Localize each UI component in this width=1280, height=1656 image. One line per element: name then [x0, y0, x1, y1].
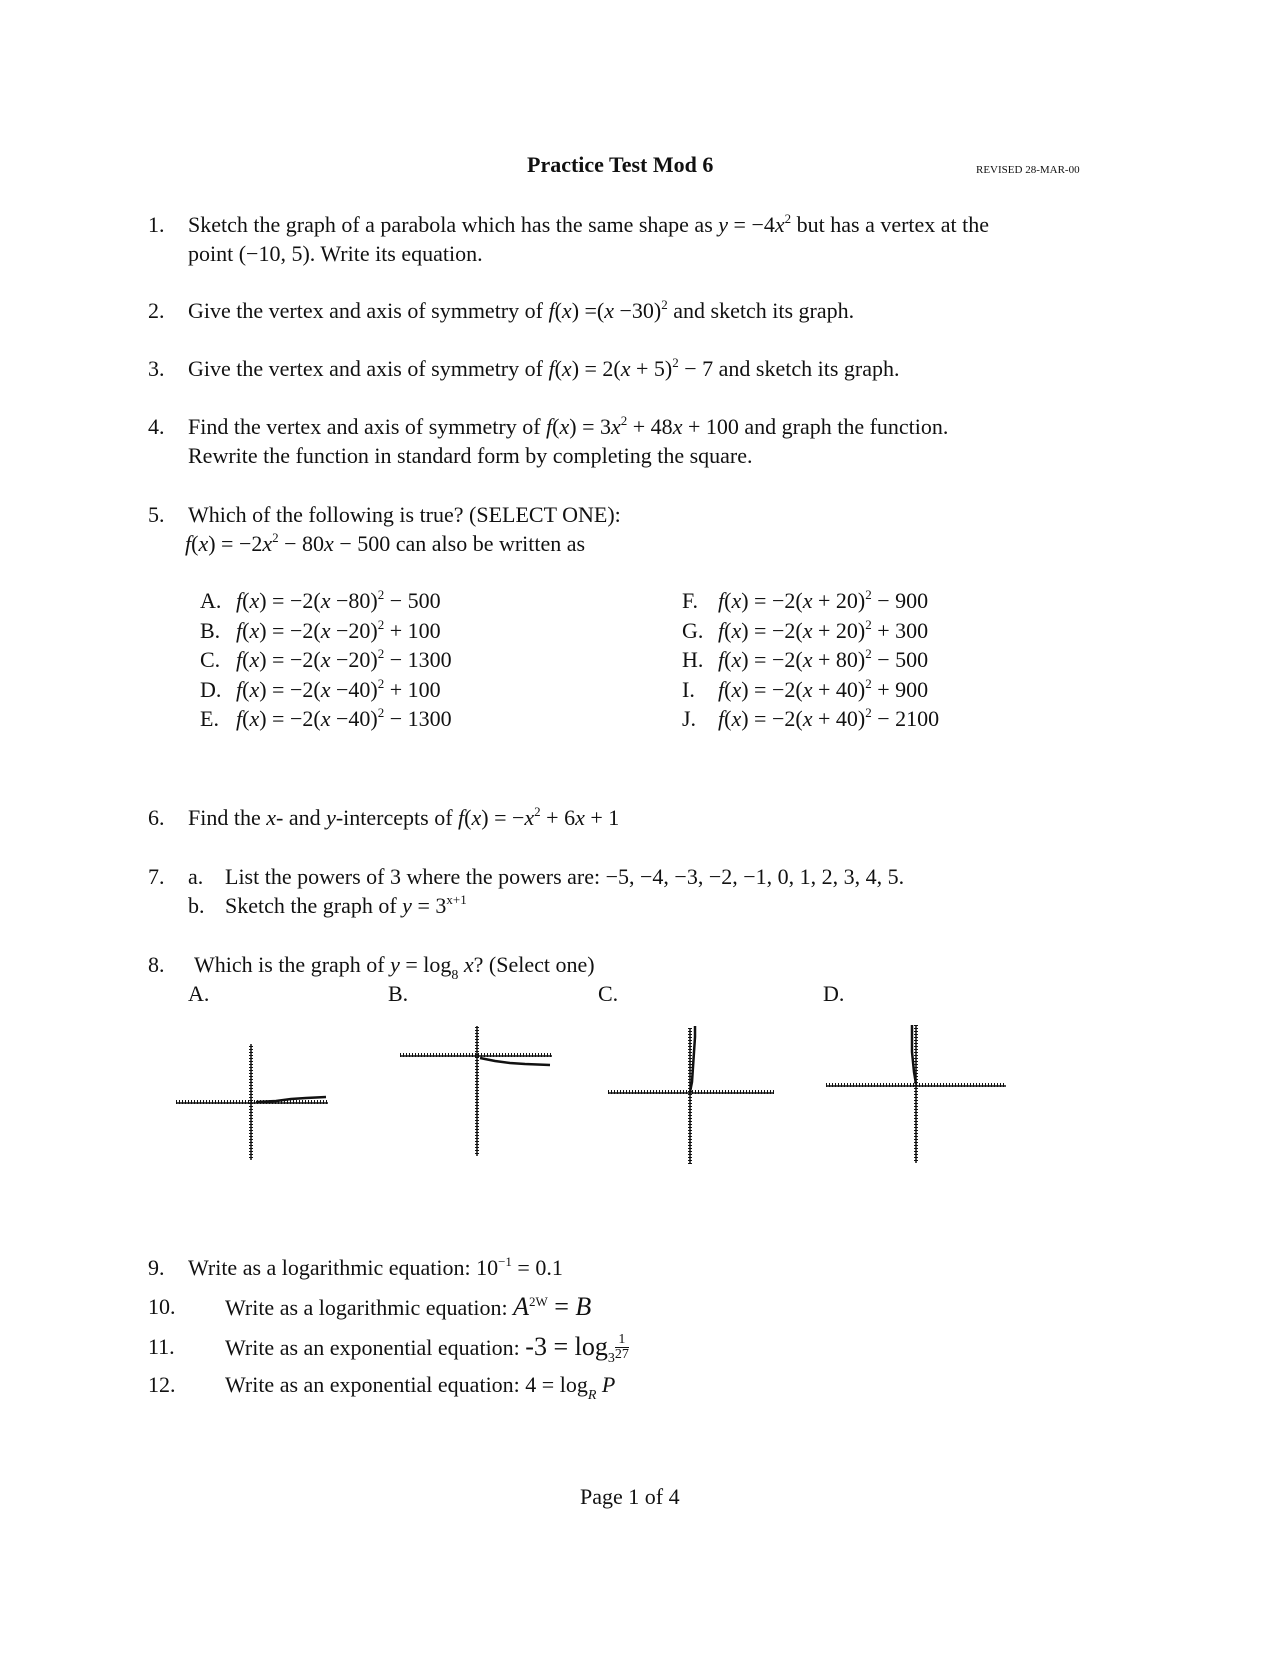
- question-7-number: 7.: [148, 864, 165, 889]
- option-f[interactable]: F. $f(x) = -2(x + 20)^2 - 900$: [682, 586, 928, 619]
- option-letter: C.: [200, 647, 221, 672]
- revision-date: REVISED 28-MAR-00: [976, 164, 1080, 176]
- question-1-line-2: point (−10, 5). Write its equation.: [188, 241, 483, 266]
- option-i[interactable]: I. $f(x) = -2(x + 40)^2 + 900$: [682, 675, 928, 708]
- graph-c-label: C.: [598, 981, 619, 1006]
- question-1-number: 1.: [148, 212, 165, 237]
- question-7b-label: b.: [188, 893, 205, 918]
- question-8-text: Which is the graph of $y = \log_8 x$? (Select one): [194, 952, 595, 983]
- option-letter: E.: [200, 706, 219, 731]
- question-4-line-1: Find the vertex and axis of symmetry of $f(x) = 3x^2 + 48x + 100$ and graph the function.: [188, 413, 949, 439]
- option-letter: A.: [200, 588, 222, 613]
- option-letter: F.: [682, 588, 698, 613]
- option-a[interactable]: A. $f(x) = -2(x -80)^2 - 500$: [200, 586, 441, 619]
- question-1-line-1: Sketch the graph of a parabola which has the same shape as $y = -4x^2$ but has a vertex at the: [188, 211, 990, 237]
- option-letter: D.: [200, 676, 222, 702]
- question-9-number: 9.: [148, 1255, 165, 1280]
- fraction-one-over-27: $\frac{1}{27}$: [614, 1332, 629, 1363]
- question-2-text: Give the vertex and axis of symmetry of $f(x) =(x -30)^2$ and sketch its graph.: [188, 297, 855, 323]
- question-7b-text: Sketch the graph of $y = 3^{x+1}$: [225, 892, 467, 918]
- question-4-line-2: Rewrite the function in standard form by completing the square.: [188, 443, 753, 468]
- option-e[interactable]: E. $f(x) = -2(x -40)^2 - 1300$: [200, 704, 452, 737]
- graph-a-label: A.: [188, 981, 210, 1006]
- question-11-text: Write as an exponential equation: $-3 = \log_3$ $\frac{1}{27}$: [225, 1332, 629, 1366]
- graph-d-label: D.: [823, 981, 845, 1006]
- question-6-text: Find the x- and y-intercepts of $f(x) = -x^2 + 6x + 1$: [188, 804, 620, 830]
- option-c[interactable]: C. $f(x) = -2(x -20)^2 - 1300$: [200, 645, 452, 678]
- question-5-line-2: $f(x) = -2x^2 - 80x - 500$ can also be written as: [185, 530, 586, 556]
- graph-d[interactable]: [826, 1022, 1006, 1168]
- option-d[interactable]: D. $f(x) = -2(x -40)^2 + 100$: [200, 675, 441, 708]
- question-5-line-1: Which of the following is true? (SELECT ONE):: [188, 502, 621, 527]
- graph-c[interactable]: [608, 1022, 774, 1168]
- question-8-number: 8.: [148, 952, 165, 977]
- question-12-text: Write as an exponential equation: $4 = \log_R P$: [225, 1372, 616, 1403]
- page-title: Practice Test Mod 6: [527, 152, 714, 177]
- option-letter: J.: [682, 706, 697, 731]
- graph-b[interactable]: [400, 1024, 552, 1164]
- option-letter: B.: [200, 617, 221, 643]
- question-11-number: 11.: [148, 1334, 175, 1359]
- question-4-number: 4.: [148, 414, 165, 439]
- option-g[interactable]: G. $f(x) = -2(x + 20)^2 + 300$: [682, 616, 928, 649]
- option-letter: I.: [682, 676, 695, 702]
- option-letter: H.: [682, 647, 704, 672]
- question-9-text: Write as a logarithmic equation: $10^{-1} = 0.1$: [188, 1254, 563, 1280]
- graph-a[interactable]: [176, 1040, 328, 1164]
- question-12-number: 12.: [148, 1372, 176, 1397]
- question-7a-text: List the powers of 3 where the powers are: −5, −4, −3, −2, −1, 0, 1, 2, 3, 4, 5.: [225, 864, 905, 889]
- question-10-text: Write as a logarithmic equation: $A^{2W} = B$: [225, 1292, 592, 1321]
- option-h[interactable]: H. $f(x) = -2(x + 80)^2 - 500$: [682, 645, 928, 678]
- question-2-number: 2.: [148, 298, 165, 323]
- question-6-number: 6.: [148, 805, 165, 830]
- question-10-number: 10.: [148, 1294, 176, 1319]
- question-3-number: 3.: [148, 356, 165, 381]
- graph-b-curve: [480, 1058, 550, 1065]
- option-b[interactable]: B. $f(x) = -2(x -20)^2 + 100$: [200, 616, 441, 649]
- graph-b-label: B.: [388, 981, 409, 1006]
- page-number: Page 1 of 4: [580, 1484, 680, 1509]
- question-5-number: 5.: [148, 502, 165, 527]
- question-7a-label: a.: [188, 864, 204, 889]
- question-3-text: Give the vertex and axis of symmetry of $f(x) = 2(x + 5)^2 - 7$ and sketch its graph.: [188, 355, 900, 381]
- option-letter: G.: [682, 617, 704, 643]
- option-j[interactable]: J. $f(x) = -2(x + 40)^2 - 2100$: [682, 704, 939, 737]
